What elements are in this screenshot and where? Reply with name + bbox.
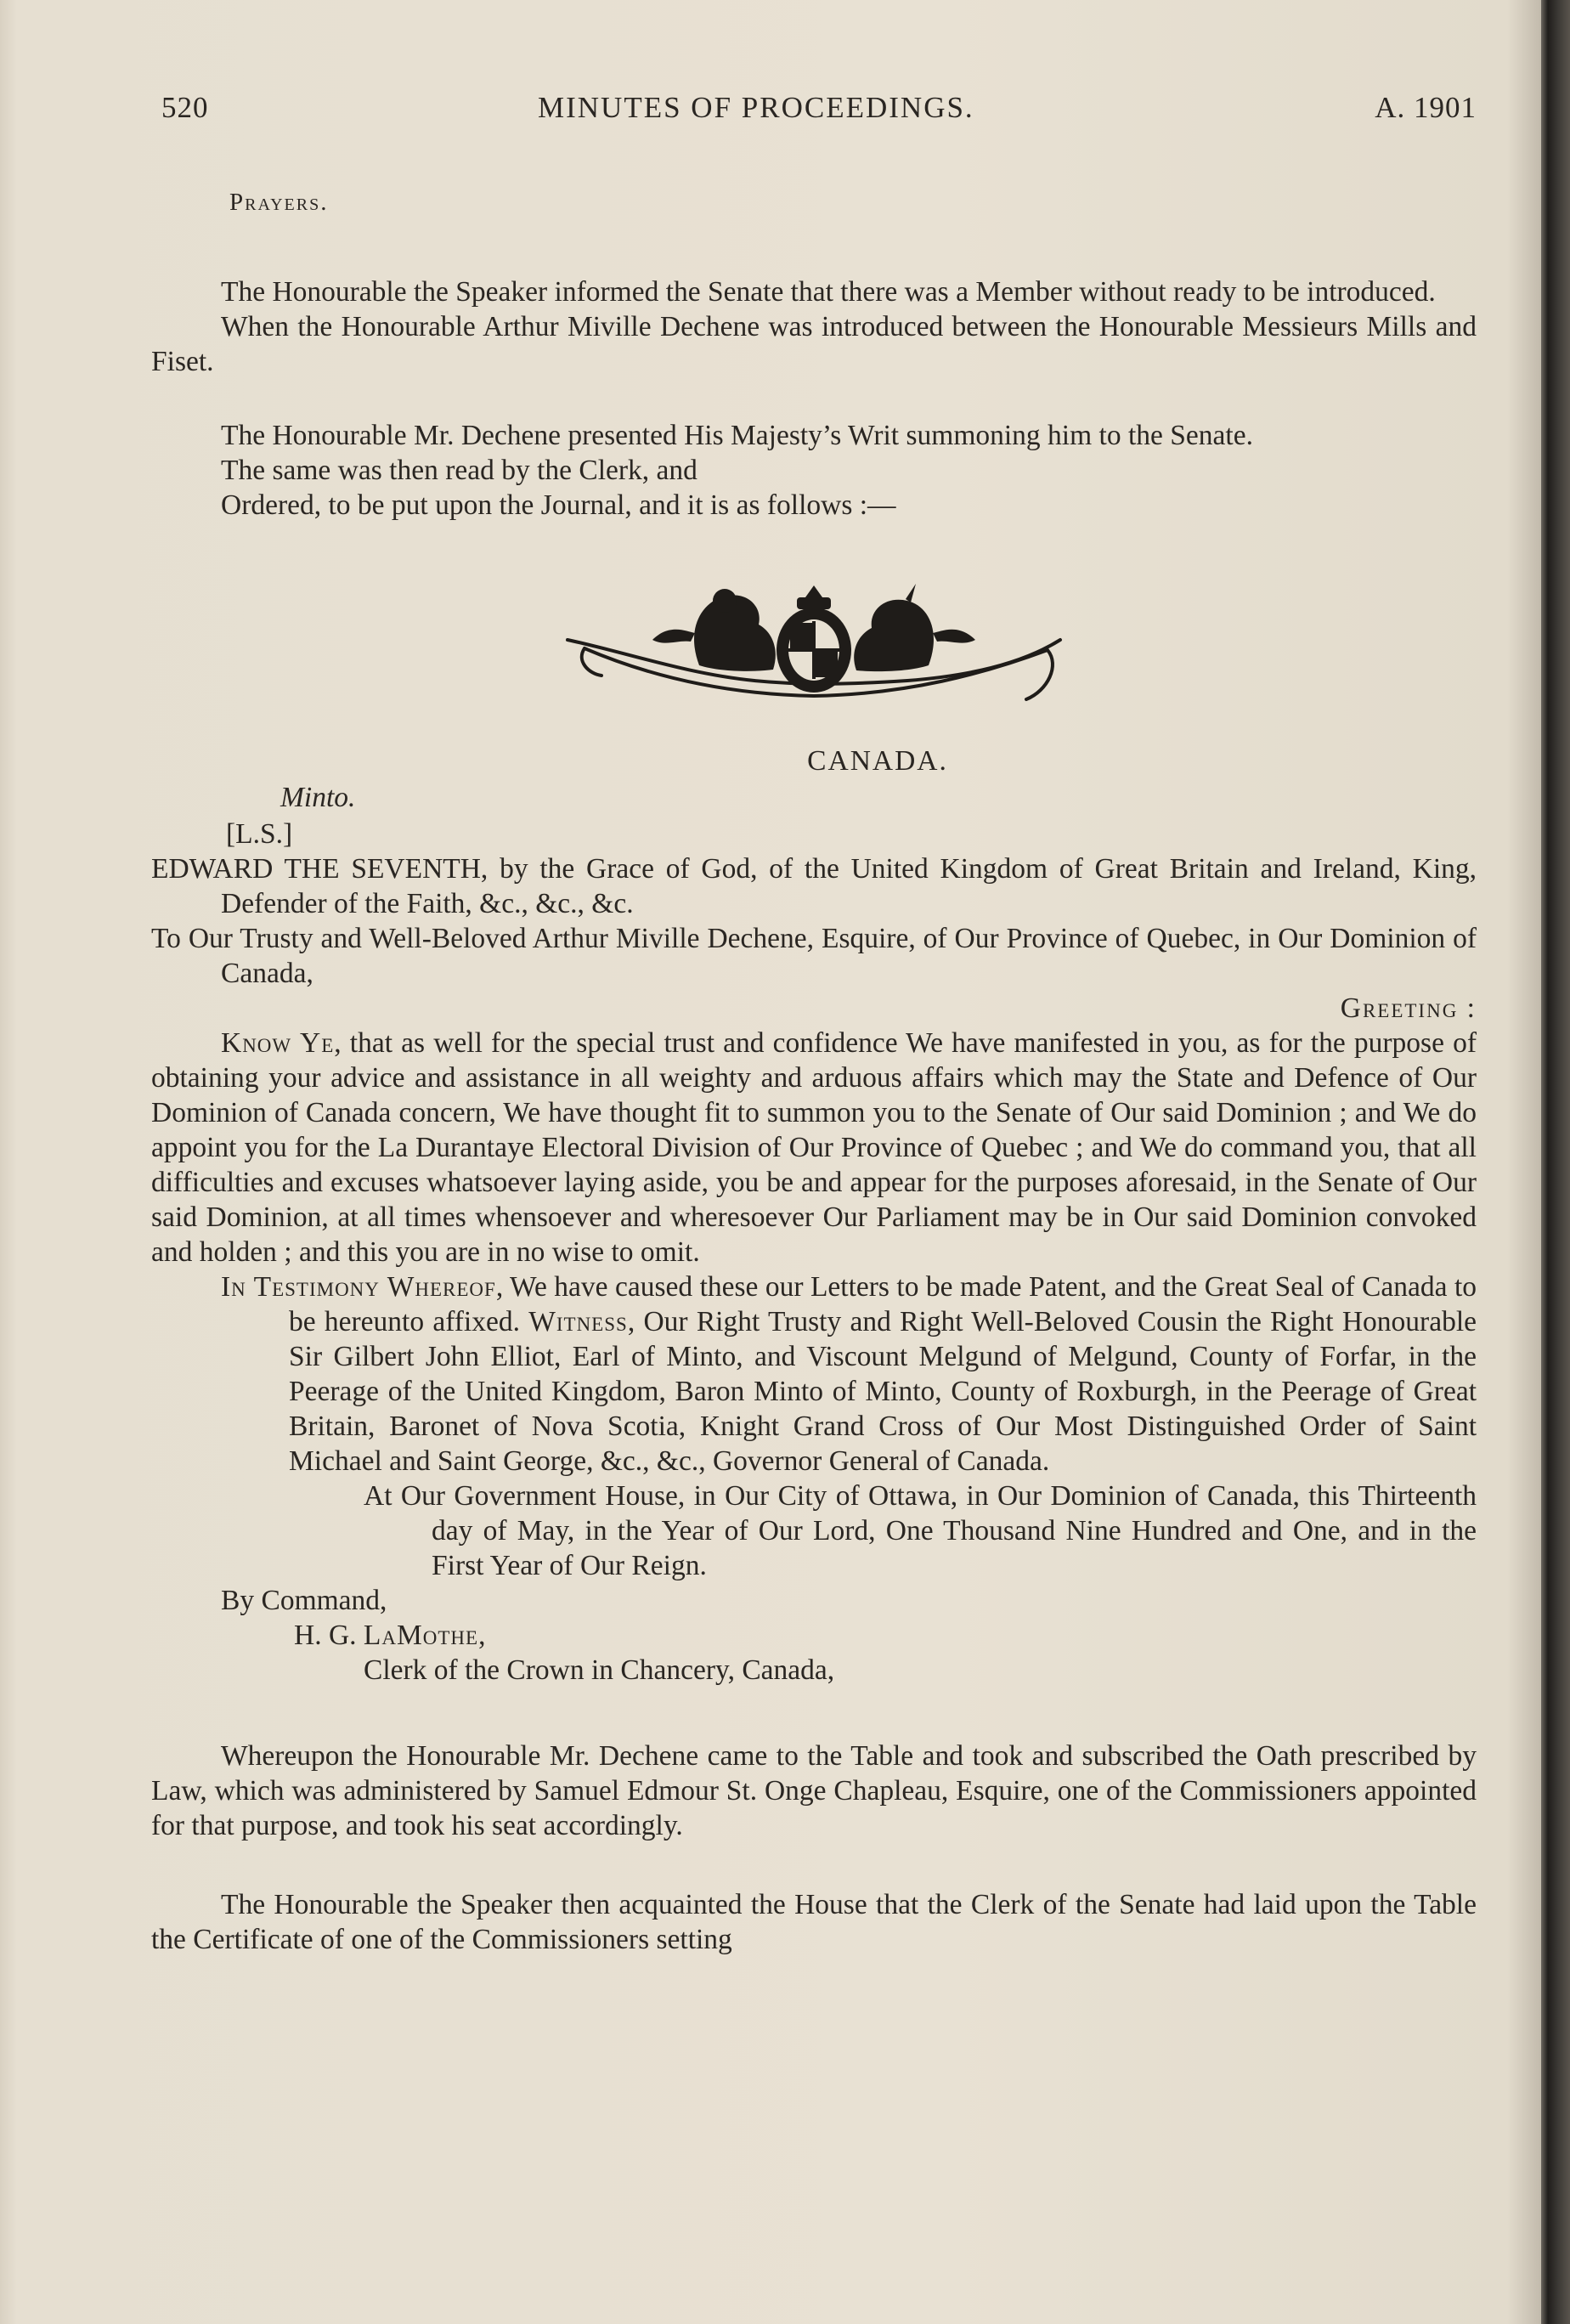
witness-lead: Witness [528, 1306, 628, 1337]
writ-clerk-title: Clerk of the Crown in Chancery, Canada, [364, 1654, 835, 1686]
paragraph-introduced: When the Honourable Arthur Miville Dechene was introduced between the Honourable Messieurs Mills and Fiset. [151, 311, 1477, 377]
book-spine-shadow [1541, 0, 1570, 2324]
testimony-text-a: , We have caused these our Letters to be made Patent, and the Great Seal of Canada to be hereunto affixed. [289, 1271, 1477, 1337]
page-number: 520 [161, 91, 209, 124]
clerk-surname: LaMothe [363, 1620, 479, 1651]
royal-coat-of-arms-icon [551, 580, 1077, 708]
testimony-text-b: , Our Right Trusty and Right Well-Beloved Cousin the Right Honourable Sir Gilbert John Elliot, Earl of Minto, and Viscount Melgund of Melgund, County of Forfar, in the Peerage of the United Kingdom, Baron Minto of Minto, County of Roxburgh, in the Peerage of Great Britain, Baronet of Nova Scotia, Knight Grand Cross of Our Most Distinguished Order of Saint Michael and Saint George, &c., &c., Governor General of Canada. [289, 1306, 1477, 1477]
writ-clerk-name [294, 1618, 1477, 1653]
running-header [151, 82, 1477, 133]
writ-royal-address: EDWARD THE SEVENTH, by the Grace of God, of the United Kingdom of Great Britain and Ireland, King, Defender of the Faith, &c., &c., &c. [151, 853, 1477, 919]
know-ye-lead: Know Ye [221, 1027, 335, 1059]
writ-by-command: By Command, [221, 1585, 387, 1616]
prayers-heading: Prayers. [229, 189, 329, 216]
page-text [151, 82, 1477, 1957]
testimony-lead: In Testimony Whereof [221, 1271, 496, 1303]
writ-seal-mark: [L.S.] [226, 818, 293, 850]
clerk-name-comma: , [478, 1620, 486, 1651]
paragraph-oath-subscribed: Whereupon the Honourable Mr. Dechene came to the Table and took and subscribed the Oath prescribed by Law, which was administered by Samuel Edmour St. Onge Chapleau, Esquire, one of the Commissioners appointed for that purpose, and took his seat accordingly. [151, 1740, 1477, 1841]
writ-signature: Minto. [280, 782, 356, 813]
clerk-initials: H. G. [294, 1620, 364, 1651]
paragraph-ordered: Ordered, to be put upon the Journal, and it is as follows :— [221, 489, 896, 521]
writ-government-house-paragraph: At Our Government House, in Our City of Ottawa, in Our Dominion of Canada, this Thirteenth day of May, in the Year of Our Lord, One Thousand Nine Hundred and One, and in the First Year of Our Reign. [364, 1480, 1477, 1581]
paragraph-read-by-clerk: The same was then read by the Clerk, and [221, 455, 697, 486]
writ-know-ye-paragraph [151, 1026, 1477, 1269]
writ-testimony-paragraph [151, 1269, 1477, 1479]
writ-addressee: To Our Trusty and Well-Beloved Arthur Miville Dechene, Esquire, of Our Province of Quebec, in Our Dominion of Canada, [151, 923, 1477, 989]
writ-country-heading: CANADA. [807, 745, 948, 777]
header-title: MINUTES OF PROCEEDINGS. [538, 91, 974, 124]
paragraph-speaker-informed: The Honourable the Speaker informed the Senate that there was a Member without ready to be introduced. [221, 276, 1436, 308]
header-year: A. 1901 [1375, 91, 1477, 124]
paragraph-certificate: The Honourable the Speaker then acquainted the House that the Clerk of the Senate had laid upon the Table the Certificate of one of the Commissioners setting [151, 1889, 1477, 1955]
paragraph-writ-presented: The Honourable Mr. Dechene presented His Majesty’s Writ summoning him to the Senate. [221, 420, 1253, 451]
writ-greeting: Greeting : [1340, 992, 1477, 1024]
know-ye-text: , that as well for the special trust and confidence We have manifested in you, as for the purpose of obtaining your advice and assistance in all weighty and arduous affairs which may the State and Defence of Our Dominion of Canada concern, We have thought fit to summon you to the Senate of Our said Dominion ; and We do appoint you for the La Durantaye Electoral Division of Our Province of Quebec ; and We do command you, that all difficulties and excuses whatsoever laying aside, you be and appear for the purposes aforesaid, in the Senate of Our said Dominion, at all times whensoever and wheresoever Our Parliament may be in Our said Dominion convoked and holden ; and this you are in no wise to omit. [151, 1027, 1477, 1268]
